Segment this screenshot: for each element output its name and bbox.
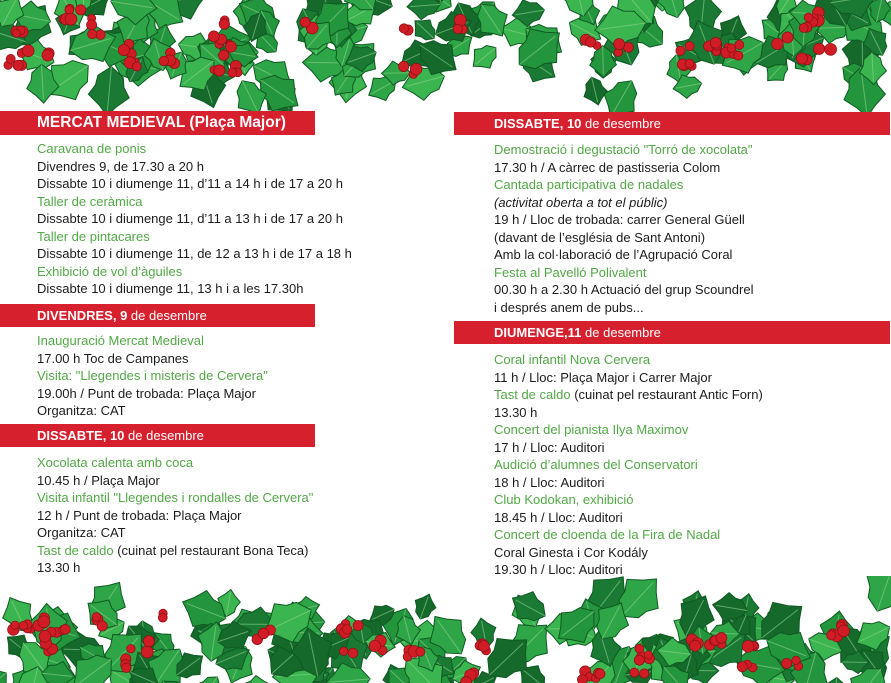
line-text: Caravana de ponis: [37, 141, 147, 156]
line-text: Cantada participativa de nadales: [494, 177, 684, 192]
holly-berry: [782, 658, 792, 668]
holly-berry: [258, 628, 269, 639]
event-title: [37, 489, 313, 507]
holly-berry: [12, 29, 20, 37]
section-month: de desembre: [124, 428, 204, 443]
holly-berry: [343, 625, 352, 634]
line-text: Concert del pianista Ilya Maximov: [494, 422, 689, 437]
event-detail: [494, 544, 763, 562]
holly-berry: [348, 648, 358, 658]
holly-berry: [208, 31, 219, 42]
event-title: [37, 332, 268, 350]
line-text: Visita: "Llegendes i misteris de Cervera": [37, 368, 268, 383]
event-detail: [494, 561, 763, 579]
event-title: [494, 421, 763, 439]
holly-berry: [827, 631, 836, 640]
holly-berry: [634, 655, 644, 665]
holly-berry: [127, 644, 136, 653]
line-text: 19 h / Lloc de trobada: carrer General Güell: [494, 212, 745, 227]
section-month: de desembre: [581, 325, 661, 340]
holly-berry: [416, 647, 425, 656]
line-text: Inauguració Mercat Medieval: [37, 333, 204, 348]
holly-berry: [737, 662, 747, 672]
line-text: Audició d’alumnes del Conservatori: [494, 457, 698, 472]
holly-berry: [727, 44, 736, 53]
holly-berry: [716, 633, 727, 644]
holly-berry: [640, 669, 649, 678]
event-detail: [494, 246, 753, 264]
line-text: Coral Ginesta i Cor Kodály: [494, 544, 648, 560]
line-text: 11 h / Lloc: Plaça Major i Carrer Major: [494, 369, 712, 385]
event-list-dissabte-right: [494, 141, 753, 316]
event-detail: [494, 439, 763, 457]
event-detail: [37, 245, 352, 263]
line-text: Club Kodokan, exhibició: [494, 492, 634, 507]
event-title: [494, 456, 763, 474]
holly-berry: [796, 53, 807, 64]
holly-berry: [825, 43, 837, 55]
holly-berry: [97, 621, 107, 631]
holly-berry: [804, 13, 813, 22]
event-detail: [37, 524, 313, 542]
event-detail: [494, 229, 753, 247]
holly-berry: [42, 50, 53, 61]
section-day: DIVENDRES, 9: [37, 308, 128, 323]
section-header-diumenge: [454, 321, 890, 344]
line-text: Xocolata calenta amb coca: [37, 455, 194, 470]
line-text: Exhibició de vol d’àguiles: [37, 263, 183, 279]
holly-berry: [65, 13, 77, 25]
line-text: Organitza: CAT: [37, 525, 126, 540]
event-detail: [37, 472, 313, 490]
section-day: DISSABTE, 10: [494, 116, 582, 131]
line-text: Demostració i degustació "Torró de xocolata": [494, 142, 753, 157]
line-text: Dissabte 10 i diumenge 11, d’11 a 13 h i de 17 a 20 h: [37, 211, 343, 226]
holly-berry: [22, 45, 34, 57]
line-text: 17 h / Lloc: Auditori: [494, 439, 605, 455]
holly-berry: [219, 19, 229, 29]
holly-berry: [614, 39, 625, 50]
line-text: Dissabte 10 i diumenge 11, de 12 a 13 h i de 17 a 18 h: [37, 246, 352, 261]
event-title: [37, 542, 313, 560]
holly-berry: [782, 32, 793, 43]
holly-berry: [158, 613, 167, 622]
event-detail: [494, 299, 753, 317]
event-detail: [494, 159, 753, 177]
holly-berry: [453, 24, 462, 33]
event-detail: [37, 402, 268, 420]
event-list-divendres: [37, 332, 268, 420]
holly-berry: [586, 37, 596, 47]
section-title: MERCAT MEDIEVAL (Plaça Major): [37, 114, 286, 131]
holly-berry: [772, 38, 783, 49]
line-text: Dissabte 10 i diumenge 11, d’11 a 14 h i de 17 a 20 h: [37, 176, 343, 191]
line-text: Tast de caldo: [494, 387, 571, 402]
section-day: DIUMENGE,11: [494, 325, 582, 340]
event-note: (cuinat pel restaurant Bona Teca): [113, 542, 309, 558]
holly-berry: [799, 23, 808, 32]
line-text: Visita infantil "Llegendes i rondalles de Cervera": [37, 490, 314, 505]
line-text: i després anem de pubs...: [494, 299, 644, 315]
holly-border-top: [0, 0, 891, 112]
line-text: Coral infantil Nova Cervera: [494, 352, 651, 367]
event-title: [494, 351, 763, 369]
event-detail: [494, 369, 763, 387]
holly-border-bottom: [0, 576, 891, 683]
event-title: [494, 141, 753, 159]
holly-berry: [742, 640, 754, 652]
holly-berry: [118, 44, 129, 55]
holly-berry: [39, 630, 51, 642]
leaf-vein: [384, 73, 410, 74]
event-detail: [37, 210, 352, 228]
event-detail: [37, 350, 268, 368]
line-text: (davant de l’església de Sant Antoni): [494, 229, 706, 245]
holly-berry: [630, 668, 639, 677]
holly-leaf: [406, 0, 441, 21]
holly-berry: [577, 675, 587, 683]
event-title: [37, 263, 352, 281]
event-title: [494, 491, 763, 509]
holly-berry: [676, 46, 685, 55]
holly-leaf: [654, 0, 692, 22]
event-list-diumenge: [494, 351, 763, 579]
holly-berry: [340, 647, 348, 655]
event-list-dissabte-left: [37, 454, 313, 577]
event-detail: [494, 194, 753, 212]
line-text: 13.30 h: [494, 404, 538, 420]
holly-berry: [87, 20, 97, 30]
event-detail: [494, 404, 763, 422]
event-detail: [37, 158, 352, 176]
event-title: [494, 176, 753, 194]
line-text: 00.30 h a 2.30 h Actuació del grup Scoundrel: [494, 282, 754, 297]
section-month: de desembre: [581, 116, 661, 131]
holly-berry: [398, 61, 408, 71]
event-title: [37, 454, 313, 472]
holly-berry: [734, 51, 743, 60]
line-text: 19.00h / Punt de trobada: Plaça Major: [37, 385, 256, 401]
event-detail: [37, 507, 313, 525]
event-detail: [494, 281, 753, 299]
event-title: [494, 526, 763, 544]
holly-berry: [410, 63, 422, 75]
holly-berry: [792, 656, 800, 664]
event-title: [37, 367, 268, 385]
line-text: Taller de pintacares: [37, 228, 150, 244]
holly-berry: [214, 65, 225, 76]
line-text: Dissabte 10 i diumenge 11, 13 h i a les 17.30h: [37, 281, 304, 296]
holly-berry: [132, 62, 141, 71]
holly-berry: [225, 41, 236, 52]
event-title: [37, 193, 352, 211]
holly-berry: [60, 624, 70, 634]
event-detail: [494, 211, 753, 229]
section-header-dissabte-left: [0, 424, 315, 447]
holly-berry: [38, 616, 50, 628]
line-text: Tast de caldo: [37, 542, 114, 558]
holly-berry: [595, 669, 605, 679]
line-text: Organitza: CAT: [37, 403, 126, 418]
event-detail: [494, 509, 763, 527]
holly-berry: [141, 646, 153, 658]
holly-berry: [143, 636, 154, 647]
holly-berry: [710, 37, 721, 48]
line-text: 19.30 h / Lloc: Auditori: [494, 562, 623, 577]
event-title: [494, 264, 753, 282]
holly-berry: [92, 613, 101, 622]
event-title: [494, 386, 763, 404]
event-note: (cuinat pel restaurant Antic Forn): [570, 387, 763, 402]
holly-berry: [122, 663, 132, 673]
holly-berry: [685, 42, 694, 51]
holly-berry: [644, 651, 652, 659]
holly-berry: [399, 24, 408, 33]
holly-berry: [735, 40, 744, 49]
holly-leaf: [857, 576, 891, 618]
holly-berry: [300, 17, 310, 27]
section-day: DISSABTE, 10: [37, 428, 125, 443]
event-title: [37, 228, 352, 246]
event-detail: [37, 280, 352, 298]
event-detail: [494, 474, 763, 492]
line-text: 13.30 h: [37, 560, 81, 575]
line-text: 17.30 h / A càrrec de pastisseria Colom: [494, 159, 721, 175]
event-title: [37, 140, 352, 158]
section-month: de desembre: [127, 308, 207, 323]
holly-berry: [11, 621, 19, 629]
event-detail: [37, 559, 313, 577]
event-detail: [37, 175, 352, 193]
holly-berry: [478, 641, 489, 652]
line-text: Festa al Pavelló Polivalent: [494, 264, 647, 280]
line-text: (activitat oberta a tot el públic): [494, 194, 668, 210]
line-text: 18.45 h / Lloc: Auditori: [494, 509, 623, 525]
leaf-vein: [603, 46, 604, 75]
line-text: Divendres 9, de 17.30 a 20 h: [37, 158, 204, 174]
line-text: 12 h / Punt de trobada: Plaça Major: [37, 507, 242, 523]
holly-berry: [19, 621, 28, 630]
holly-icon: [0, 0, 891, 112]
holly-berry: [685, 59, 694, 68]
holly-berry: [159, 56, 169, 66]
holly-berry: [76, 5, 86, 15]
holly-berry: [838, 625, 850, 637]
section-header-mercat-medieval: [0, 111, 315, 135]
holly-berry: [369, 640, 380, 651]
event-detail: [37, 385, 268, 403]
line-text: Taller de ceràmica: [37, 193, 143, 209]
line-text: 10.45 h / Plaça Major: [37, 472, 160, 488]
holly-berry: [353, 621, 363, 631]
line-text: Amb la col·laboració de l’Agrupació Coral: [494, 247, 733, 262]
holly-berry: [813, 43, 824, 54]
holly-berry: [219, 50, 229, 60]
line-text: 18 h / Lloc: Auditori: [494, 474, 605, 490]
section-header-dissabte-right: [454, 112, 890, 135]
holly-icon: [0, 576, 891, 683]
holly-berry: [689, 640, 700, 651]
holly-berry: [228, 68, 237, 77]
section-header-divendres: [0, 304, 315, 327]
line-text: Concert de cloenda de la Fira de Nadal: [494, 527, 721, 542]
holly-berry: [635, 644, 644, 653]
event-list-mercat: [37, 140, 352, 298]
line-text: 17.00 h Toc de Campanes: [37, 350, 189, 366]
holly-berry: [88, 30, 97, 39]
holly-berry: [13, 60, 23, 70]
